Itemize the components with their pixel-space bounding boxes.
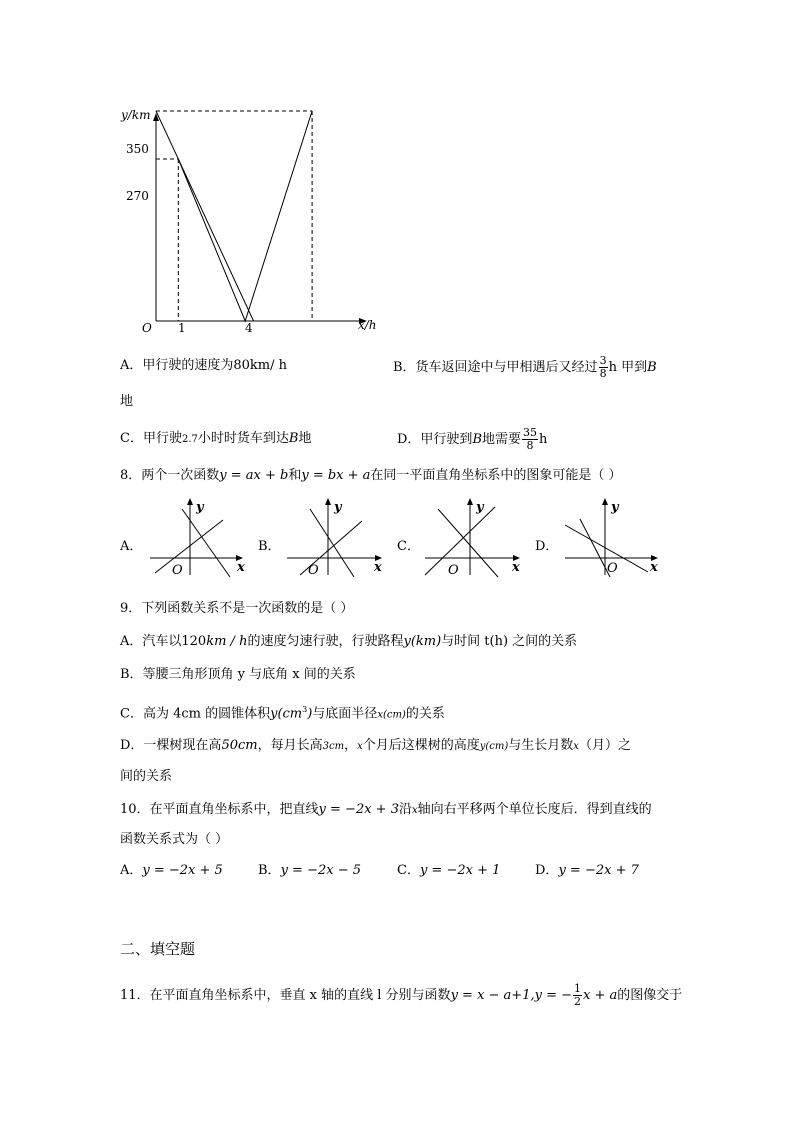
svg-text:y: y <box>196 500 204 515</box>
chart-guides <box>156 111 312 321</box>
x-tick-label-1: 1 <box>178 321 186 335</box>
q7-option-c: C．甲行驶2.7小时时货车到达B地 <box>120 431 312 446</box>
q8-graph-b <box>282 495 392 580</box>
q10-option-c: C．y = −2x + 1 <box>397 863 501 878</box>
q7-option-b-wrap: 地 <box>120 394 134 409</box>
chart-series-line-1 <box>156 111 254 321</box>
q8-option-b-label: B． <box>258 539 281 554</box>
q8-a-line-1 <box>155 520 223 573</box>
y-axis-label: y/km <box>121 108 151 122</box>
q8-a-line-2 <box>182 509 230 577</box>
q8-graph-d <box>560 495 670 580</box>
q10-stem-wrap: 函数关系式为（ ） <box>120 832 229 847</box>
q8-graph-c <box>420 495 530 580</box>
y-tick-label-350: 350 <box>126 142 149 156</box>
q8-option-a-label: A． <box>120 539 143 554</box>
svg-text:O: O <box>448 563 459 578</box>
svg-text:y: y <box>334 500 342 515</box>
q9-option-c: C．高为 4cm 的圆锥体积$y(cm^3)$与底面半径x(cm)的关系 <box>120 705 445 722</box>
q8-option-c-label: C． <box>397 539 420 554</box>
q10-option-b: B．y = −2x − 5 <box>258 863 361 878</box>
q7-option-d: D．甲行驶到B地需要 $\frac{35}{8}$ h <box>397 426 548 452</box>
q7-option-a-text: A．甲行驶的速度为80km/ h <box>120 358 288 373</box>
x-tick-label-4: 4 <box>245 321 253 335</box>
svg-text:O: O <box>308 563 319 578</box>
q8-option-d-label: D． <box>535 539 559 554</box>
svg-text:x: x <box>237 560 245 575</box>
svg-text:y: y <box>476 500 484 515</box>
q9-option-b: B．等腰三角形顶角 y 与底角 x 间的关系 <box>120 667 356 682</box>
chart-axes <box>153 113 367 324</box>
q10-option-d: D．y = −2x + 7 <box>535 863 639 878</box>
q8-graph-a <box>145 495 255 580</box>
chart-series-line-2 <box>178 111 312 321</box>
y-tick-label-270: 270 <box>126 189 149 203</box>
section-title-fill-in: 二、填空题 <box>120 940 196 958</box>
distance-time-chart <box>115 105 385 345</box>
q9-option-d-wrap: 间的关系 <box>120 769 173 784</box>
q7-option-b: B．货车返回途中与甲相遇后又经过 $\frac{3}{8}$ h 甲到B <box>393 354 657 380</box>
q9-stem: 9．下列函数关系不是一次函数的是（ ） <box>120 601 354 616</box>
chart-series <box>156 111 312 321</box>
q9-option-a: A．汽车以120km / h的速度匀速行驶，行驶路程y(km)与时间 t(h) 之间的关系 <box>120 634 578 649</box>
q10-stem: 10．在平面直角坐标系中，把直线y = −2x + 3沿x轴向右平移两个单位长度后．得到直线的 <box>120 802 652 817</box>
q7-option-b-text: B．货车返回途中与甲相遇后又经过 <box>393 360 598 375</box>
svg-text:O: O <box>172 563 183 578</box>
svg-text:x: x <box>650 560 658 575</box>
q8-c-line-2 <box>425 507 495 575</box>
q8-c-line-1 <box>438 509 498 577</box>
origin-label: O <box>142 321 152 335</box>
svg-text:x: x <box>374 560 382 575</box>
svg-text:x: x <box>512 560 520 575</box>
q7-option-a <box>120 357 287 375</box>
q11-fraction: $\frac{1}{2}$ <box>574 982 582 1008</box>
q7-option-b-fraction: $\frac{3}{8}$ <box>599 354 607 380</box>
svg-text:y: y <box>611 500 619 515</box>
q10-option-a: A．y = −2x + 5 <box>120 863 223 878</box>
q11-stem: 11．在平面直角坐标系中，垂直 x 轴的直线 l 分别与函数y = x − a+1,y = − $\frac{1}{2}$ x + a的图像交于 <box>120 982 683 1008</box>
x-axis-label: x/h <box>358 318 377 332</box>
q9-option-d: D．一棵树现在高50cm，每月长高3cm，x个月后这棵树的高度y(cm)与生长月数x（月）之 <box>120 738 631 753</box>
svg-text:O: O <box>607 561 618 576</box>
q8-stem: 8．两个一次函数y = ax + b和y = bx + a在同一平面直角坐标系中的图象可能是（ ） <box>120 468 622 483</box>
y-axis-arrow <box>153 113 159 121</box>
q7-option-d-fraction: $\frac{35}{8}$ <box>523 426 538 452</box>
